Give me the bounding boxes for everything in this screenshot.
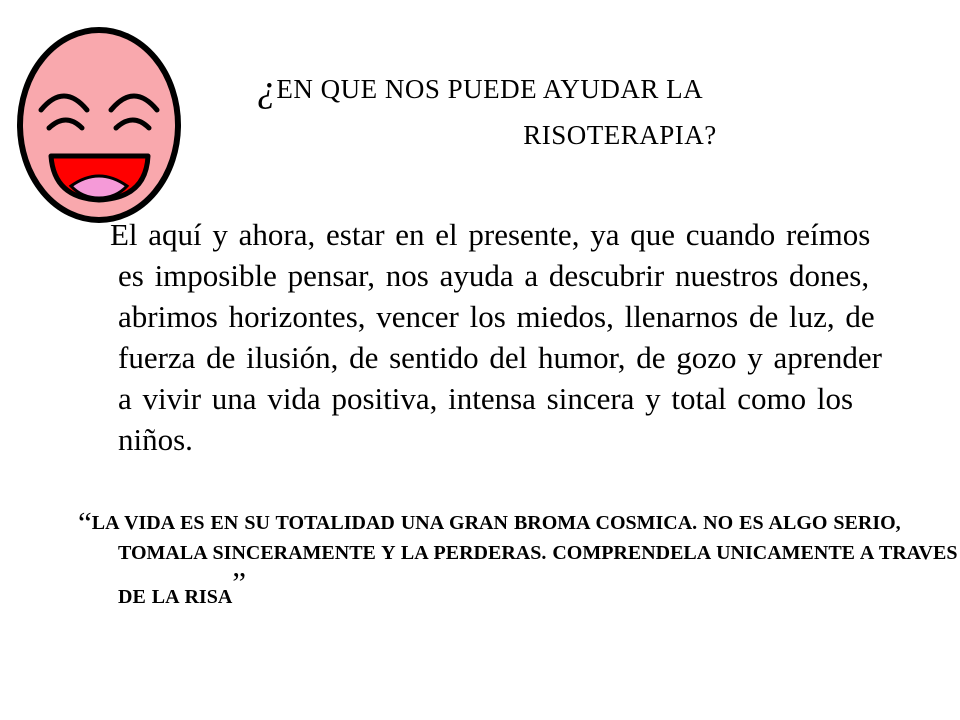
slide-title — [170, 66, 930, 158]
quote-block — [78, 505, 958, 612]
open-quote-mark: “ — [78, 505, 92, 540]
title-line-2: RISOTERAPIA? — [523, 120, 717, 150]
inverted-question-mark: ¿ — [256, 68, 277, 110]
laughing-face-icon — [16, 26, 182, 224]
title-line-1-text: EN QUE NOS PUEDE AYUDAR LA — [276, 74, 704, 104]
body-paragraph: El aquí y ahora, estar en el presente, ya que cuando reímos es imposible pensar, nos ayuda a descubrir nuestros dones, abrimos horizontes, vencer los miedos, llenarnos de luz, de fuerza de ilusión, de sentido del humor, de gozo y aprender a vivir una vida positiva, intensa sincera y total como los niños. — [110, 217, 882, 457]
quote-text: LA VIDA ES EN SU TOTALIDAD UNA GRAN BROMA COSMICA. NO ES ALGO SERIO, TOMALA SINCERAMENTE Y LA PERDERAS. COMPRENDELA UNICAMENTE A TRAVES DE LA RISA — [91, 512, 958, 608]
close-quote-mark: ” — [232, 565, 247, 600]
title-line-1 — [170, 66, 930, 112]
